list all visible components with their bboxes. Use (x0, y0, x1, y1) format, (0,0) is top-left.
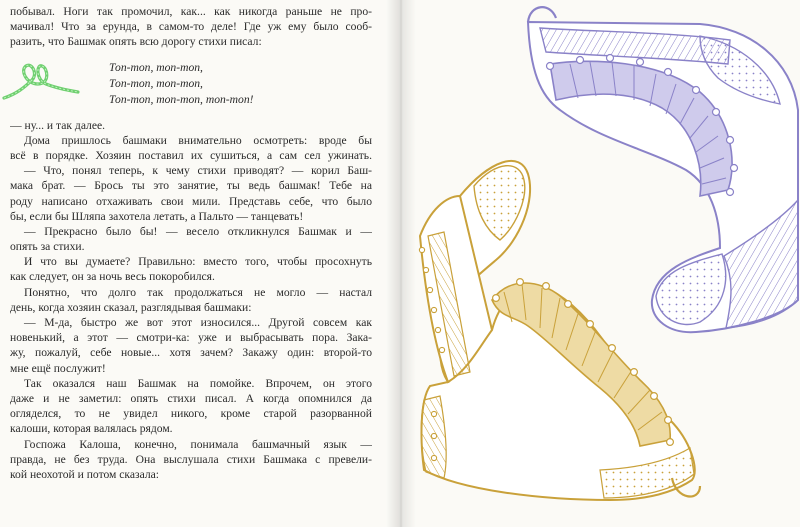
text-line: новенький, а этот — смотри-ка: уже и выбрасывать пора. Зака- (10, 331, 372, 345)
poem-line: Топ-топ, топ-топ, топ-топ! (109, 92, 254, 106)
text-line: побывал. Ноги так промочил, как... как никогда раньше не про- (10, 5, 372, 18)
text-line: мака брат. — Брось ты это занятие, ты ведь башмак! Тебе на (10, 179, 372, 193)
text-line: разить, что Башмак опять всю дорогу стихи писал: (10, 35, 262, 49)
text-line: как следует, он за ночь весь покоробился. (10, 270, 215, 284)
text-line: огляделся, то не увидел никого, кроме старой разорванной (10, 407, 372, 421)
illustration (400, 0, 800, 527)
text-line: день, когда хозяин сказал, разглядывая башмаки: (10, 300, 252, 314)
purple-shoe-icon (528, 7, 798, 332)
text-line: — Что, понял теперь, к чему стихи приводят? — корил Баш- (24, 164, 372, 178)
text-line: — Прекрасно было бы! — весело откликнулся Башмак и — (24, 224, 372, 238)
text-line: — М-да, быстро же вот этот износился... Другой совсем как (24, 316, 372, 329)
text-line: роду написано отхаживать свои мили. Представь себе, что было (10, 194, 372, 208)
poem (109, 60, 372, 108)
text-line: опять за стихи. (10, 240, 85, 254)
text-line: жу, пожалуй, себе новые... хотя зачем? Закажу один: второй-то (10, 346, 372, 360)
right-page (400, 0, 800, 527)
text-line: бы, если бы Шляпа захотела летать, а Пальто — танцевать! (10, 209, 304, 223)
text-line: кой неохотой и потом сказала: (10, 467, 160, 481)
text-line: всё в порядке. Хозяин поставил их сушиться, а сам сел ужинать. (10, 148, 372, 162)
poem-line: Топ-топ, топ-топ, (109, 76, 203, 90)
text-line: И что вы думаете? Правильно: вместо того, чтобы просохнуть (24, 255, 372, 269)
text-line: мне ещё послужит! (10, 361, 106, 375)
text-line: даже и не заметил: опять стихи писал. А когда опомнился да (10, 391, 372, 405)
text-line: мачивал! Что за ерунда, в самом-то деле! Где уж ему было сооб- (10, 20, 372, 34)
text-line: Госпожа Калоша, конечно, понимала башмачный язык — (24, 437, 372, 451)
book-gutter (386, 0, 416, 527)
text-line: правда, не без труда. Она выслушала стихи Башмака с превели- (10, 452, 372, 466)
body-text (10, 4, 372, 482)
text-line: Понятно, что долго так продолжаться не могло — настал (24, 285, 372, 299)
text-line: Дома пришлось башмаки внимательно осмотреть: вроде бы (24, 133, 372, 147)
gold-shoe-icon (419, 161, 700, 500)
poem-line: Топ-топ, топ-топ, (109, 60, 203, 74)
text-line: — ну... и так далее. (10, 118, 106, 132)
text-line: Так оказался наш Башмак на помойке. Впрочем, он этого (24, 376, 372, 390)
text-line: калоши, которая валялась рядом. (10, 422, 173, 436)
